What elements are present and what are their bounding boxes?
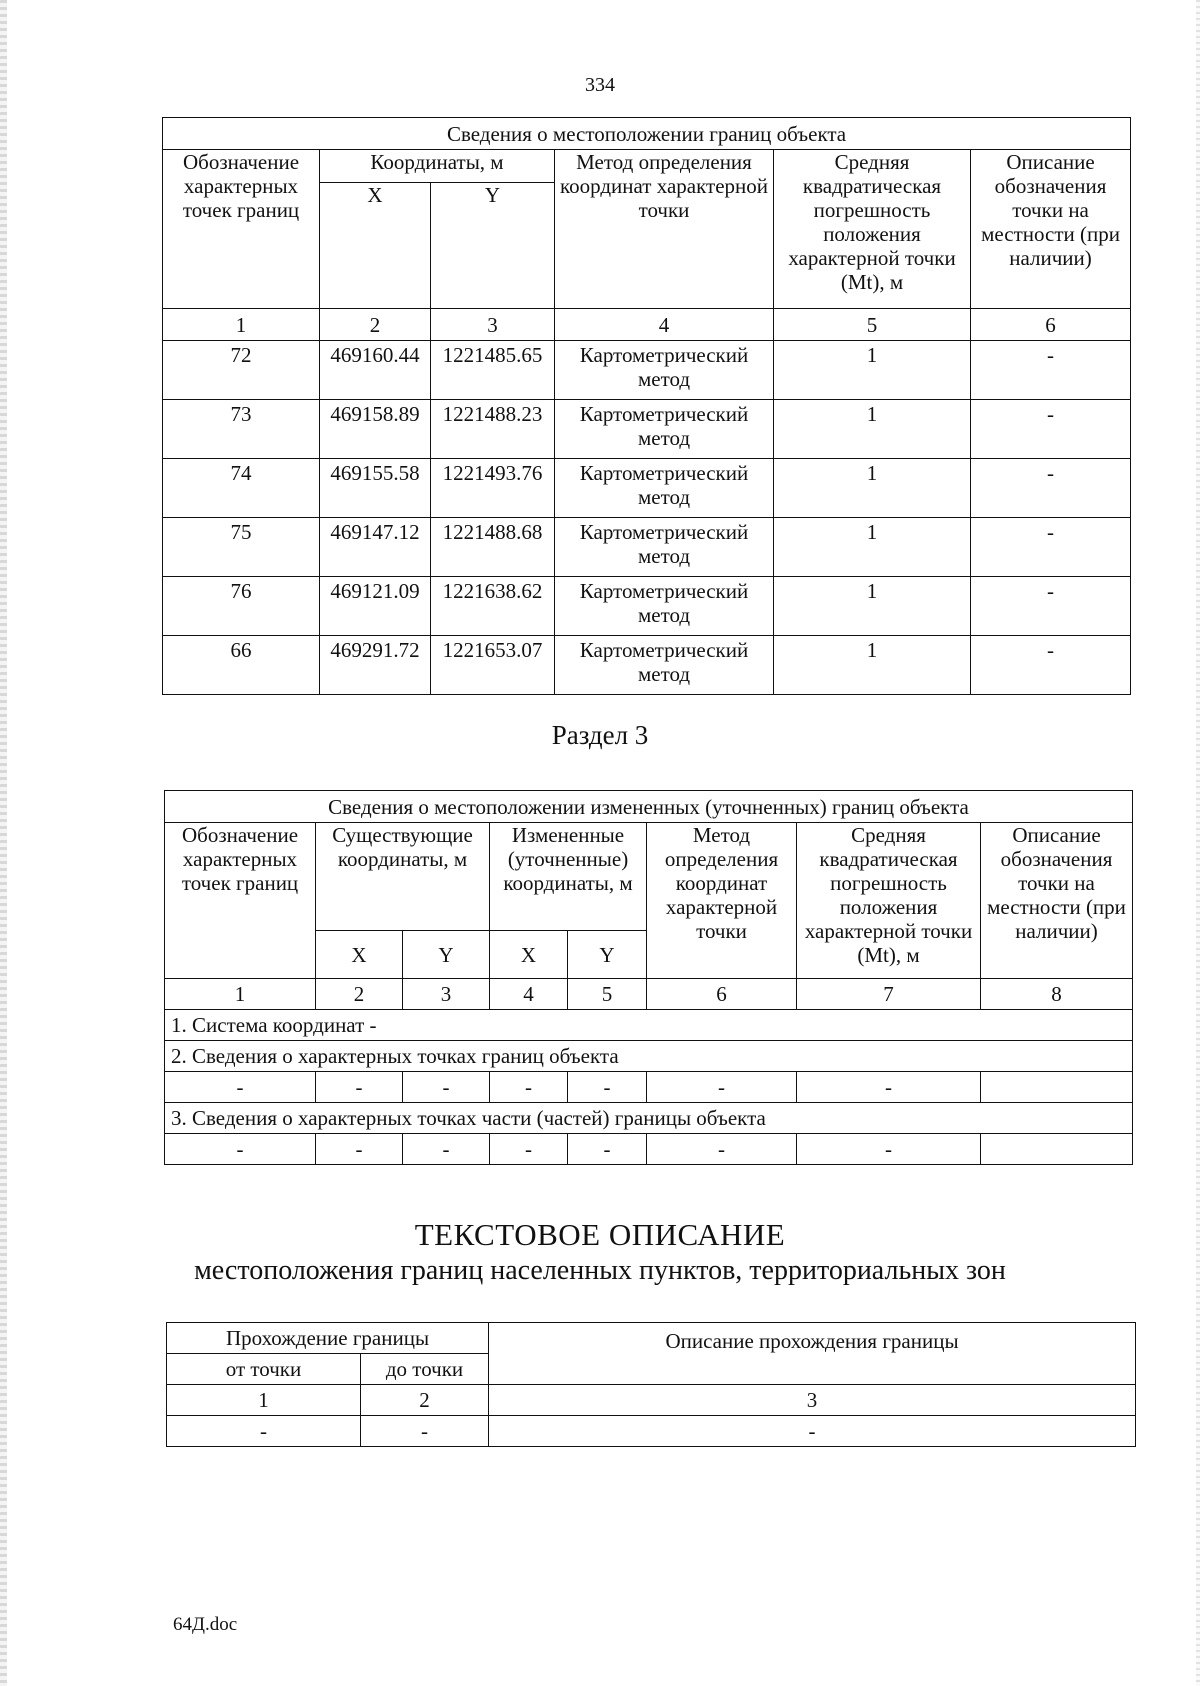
error-value: 1 bbox=[774, 518, 971, 577]
table-cell: - bbox=[797, 1134, 981, 1165]
table1-header-coords: Координаты, м bbox=[320, 150, 555, 183]
coord-x: 469155.58 bbox=[320, 459, 431, 518]
table3-colnum: 2 bbox=[361, 1385, 489, 1416]
table-cell: - bbox=[647, 1134, 797, 1165]
table2-colnum: 2 bbox=[316, 979, 403, 1010]
section-title: Раздел 3 bbox=[551, 720, 649, 750]
table2-header-method: Метод определения координат характерной точки bbox=[647, 823, 797, 979]
coord-y: 1221653.07 bbox=[431, 636, 555, 695]
error-value: 1 bbox=[774, 400, 971, 459]
point-description: - bbox=[971, 400, 1131, 459]
coord-y: 1221485.65 bbox=[431, 341, 555, 400]
table-cell bbox=[981, 1134, 1133, 1165]
table2-header-x-changed: X bbox=[490, 931, 568, 979]
table-cell: - bbox=[165, 1134, 316, 1165]
point-id: 76 bbox=[163, 577, 320, 636]
error-value: 1 bbox=[774, 636, 971, 695]
table3-header-from: от точки bbox=[167, 1354, 361, 1385]
table-row bbox=[163, 400, 1131, 459]
table2-caption: Сведения о местоположении измененных (уточненных) границ объекта bbox=[165, 791, 1133, 823]
table-cell bbox=[981, 1072, 1133, 1103]
boundary-part-points-subheader: 3. Сведения о характерных точках части (частей) границы объекта bbox=[165, 1103, 1133, 1134]
table-cell: - bbox=[489, 1416, 1136, 1447]
coord-y: 1221638.62 bbox=[431, 577, 555, 636]
table-cell: - bbox=[361, 1416, 489, 1447]
coord-system-row: 1. Система координат - bbox=[165, 1010, 1133, 1041]
table2-colnum: 6 bbox=[647, 979, 797, 1010]
point-id: 74 bbox=[163, 459, 320, 518]
table2-header-y-changed: Y bbox=[568, 931, 647, 979]
table-cell: - bbox=[568, 1072, 647, 1103]
table1-colnum: 6 bbox=[971, 309, 1131, 341]
table2-header-x-existing: X bbox=[316, 931, 403, 979]
table-cell: - bbox=[568, 1134, 647, 1165]
boundary-points-subheader: 2. Сведения о характерных точках границ объекта bbox=[165, 1041, 1133, 1072]
table-cell: - bbox=[167, 1416, 361, 1447]
table1-header-description: Описание обозначения точки на местности (при наличии) bbox=[971, 150, 1131, 309]
table1-header-y: Y bbox=[431, 183, 555, 309]
error-value: 1 bbox=[774, 459, 971, 518]
table2-header-error: Средняя квадратическая погрешность положения характерной точки (Mt), м bbox=[797, 823, 981, 979]
table3-colnum: 1 bbox=[167, 1385, 361, 1416]
table2-colnum: 5 bbox=[568, 979, 647, 1010]
method: Картометрический метод bbox=[555, 518, 774, 577]
error-value: 1 bbox=[774, 341, 971, 400]
table-cell: - bbox=[403, 1134, 490, 1165]
boundary-description-table bbox=[166, 1322, 1136, 1447]
table-cell: - bbox=[490, 1134, 568, 1165]
table-row bbox=[163, 459, 1131, 518]
point-description: - bbox=[971, 636, 1131, 695]
table3-header-description: Описание прохождения границы bbox=[489, 1323, 1136, 1385]
table3-header-to: до точки bbox=[361, 1354, 489, 1385]
point-description: - bbox=[971, 577, 1131, 636]
coord-x: 469158.89 bbox=[320, 400, 431, 459]
table2-colnum: 1 bbox=[165, 979, 316, 1010]
method: Картометрический метод bbox=[555, 577, 774, 636]
table-cell: - bbox=[490, 1072, 568, 1103]
table-row bbox=[163, 518, 1131, 577]
coord-x: 469160.44 bbox=[320, 341, 431, 400]
table3-header-passage: Прохождение границы bbox=[167, 1323, 489, 1354]
boundary-location-table bbox=[162, 117, 1131, 695]
footer-filename: 64Д.doc bbox=[173, 1614, 238, 1635]
coord-x: 469147.12 bbox=[320, 518, 431, 577]
point-id: 66 bbox=[163, 636, 320, 695]
point-id: 72 bbox=[163, 341, 320, 400]
point-description: - bbox=[971, 518, 1131, 577]
scan-edge-left bbox=[0, 0, 7, 1686]
table2-colnum: 7 bbox=[797, 979, 981, 1010]
method: Картометрический метод bbox=[555, 400, 774, 459]
table1-caption: Сведения о местоположении границ объекта bbox=[163, 118, 1131, 150]
table2-header-y-existing: Y bbox=[403, 931, 490, 979]
coord-x: 469121.09 bbox=[320, 577, 431, 636]
table2-header-designation: Обозначение характерных точек границ bbox=[165, 823, 316, 979]
table-row bbox=[163, 577, 1131, 636]
table1-header-designation: Обозначение характерных точек границ bbox=[163, 150, 320, 309]
point-id: 73 bbox=[163, 400, 320, 459]
changed-boundary-table bbox=[164, 790, 1133, 1165]
table-row bbox=[163, 636, 1131, 695]
table1-header-method: Метод определения координат характерной точки bbox=[555, 150, 774, 309]
table1-colnum: 1 bbox=[163, 309, 320, 341]
point-description: - bbox=[971, 459, 1131, 518]
table1-header-x: X bbox=[320, 183, 431, 309]
error-value: 1 bbox=[774, 577, 971, 636]
table-cell: - bbox=[165, 1072, 316, 1103]
table1-colnum: 5 bbox=[774, 309, 971, 341]
table-cell: - bbox=[647, 1072, 797, 1103]
table2-header-changed: Измененные (уточненные) координаты, м bbox=[490, 823, 647, 931]
table-row bbox=[163, 341, 1131, 400]
heading-main: ТЕКСТОВОЕ ОПИСАНИЕ bbox=[414, 1217, 786, 1252]
method: Картометрический метод bbox=[555, 341, 774, 400]
coord-x: 469291.72 bbox=[320, 636, 431, 695]
method: Картометрический метод bbox=[555, 459, 774, 518]
table1-colnum: 3 bbox=[431, 309, 555, 341]
point-description: - bbox=[971, 341, 1131, 400]
method: Картометрический метод bbox=[555, 636, 774, 695]
table-row bbox=[165, 1134, 1133, 1165]
table2-colnum: 8 bbox=[981, 979, 1133, 1010]
coord-y: 1221488.23 bbox=[431, 400, 555, 459]
heading-sub: местоположения границ населенных пунктов, территориальных зон bbox=[194, 1255, 1006, 1286]
page-number: 334 bbox=[585, 74, 615, 96]
table-cell: - bbox=[797, 1072, 981, 1103]
table2-colnum: 4 bbox=[490, 979, 568, 1010]
table-cell: - bbox=[316, 1134, 403, 1165]
table1-colnum: 2 bbox=[320, 309, 431, 341]
coord-y: 1221488.68 bbox=[431, 518, 555, 577]
point-id: 75 bbox=[163, 518, 320, 577]
table2-header-description: Описание обозначения точки на местности (при наличии) bbox=[981, 823, 1133, 979]
table1-colnum: 4 bbox=[555, 309, 774, 341]
table-cell: - bbox=[403, 1072, 490, 1103]
coord-y: 1221493.76 bbox=[431, 459, 555, 518]
table-row bbox=[167, 1416, 1136, 1447]
table-cell: - bbox=[316, 1072, 403, 1103]
table1-header-error: Средняя квадратическая погрешность положения характерной точки (Mt), м bbox=[774, 150, 971, 309]
scan-edge-right bbox=[1196, 0, 1200, 1686]
table3-colnum: 3 bbox=[489, 1385, 1136, 1416]
table2-colnum: 3 bbox=[403, 979, 490, 1010]
table-row bbox=[165, 1072, 1133, 1103]
table2-header-existing: Существующие координаты, м bbox=[316, 823, 490, 931]
